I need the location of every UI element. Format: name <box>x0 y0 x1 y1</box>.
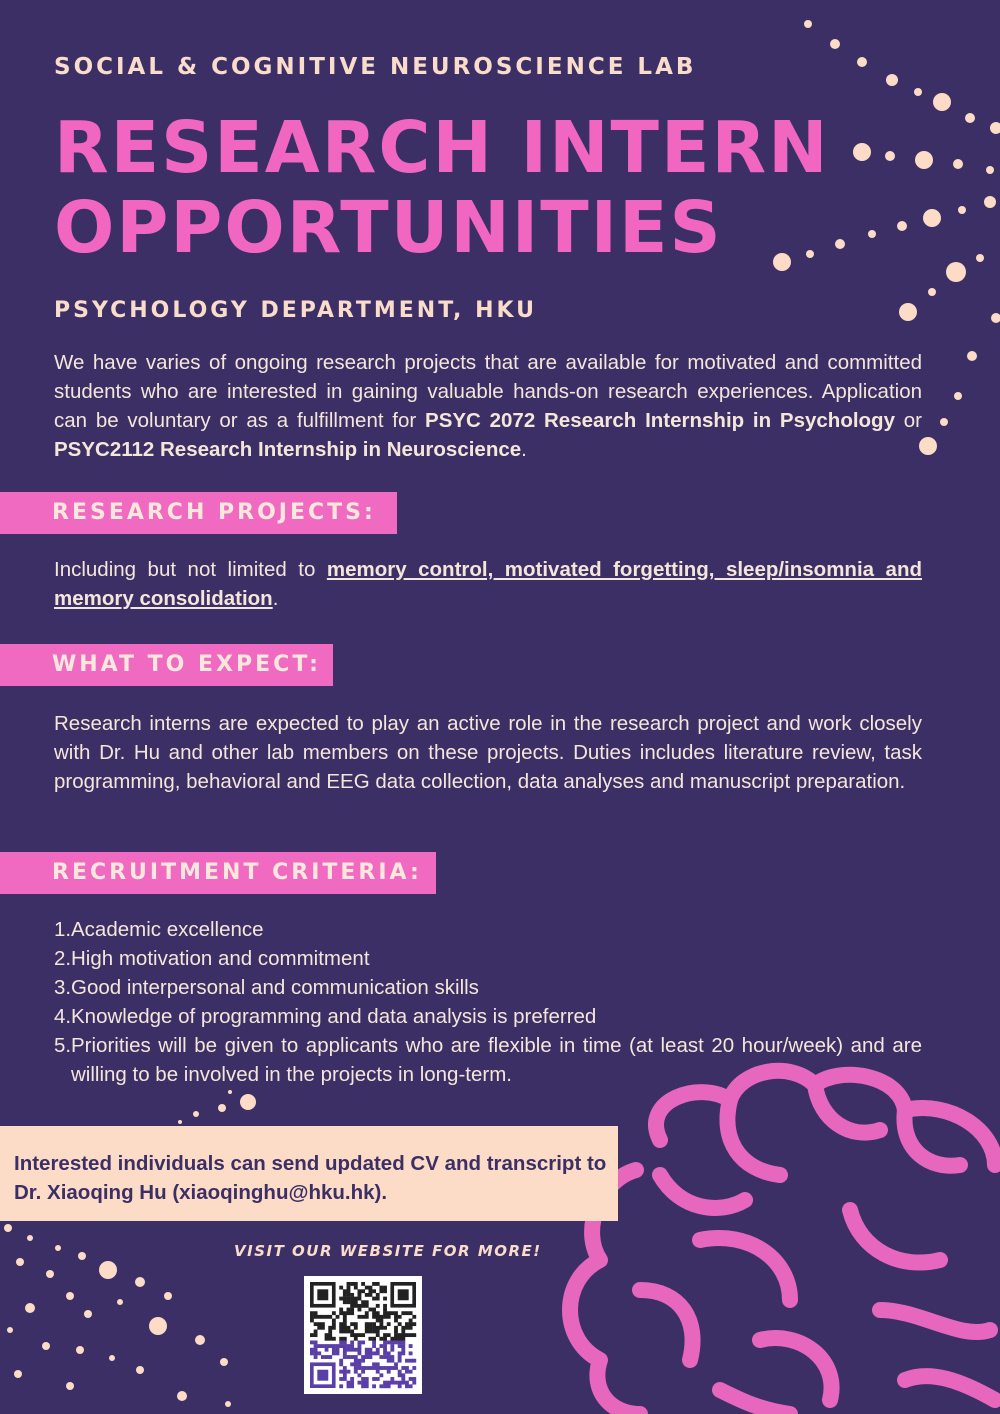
projects-end: . <box>272 587 279 610</box>
course-psyc2072: PSYC 2072 Research Internship in Psychology <box>425 409 895 432</box>
list-item: 4. Knowledge of programming and data analysis is preferred <box>54 1005 597 1028</box>
research-projects-heading: RESEARCH PROJECTS: <box>0 492 397 534</box>
list-item: 2. High motivation and commitment <box>54 947 370 970</box>
expect-paragraph: Research interns are expected to play an active role in the research project and work closely with Dr. Hu and other lab members on these projects. Duties includes literature review, task programming, behavioral and EEG data collection, data analyses and manuscript preparation. <box>54 712 922 793</box>
course-psyc2112: PSYC2112 Research Internship in Neuroscience <box>54 438 522 461</box>
intro-text: We have varies of ongoing research projects that are available for motivated and committed students who are interested in gaining valuable hands-on research experiences. Application can be voluntary or as a fulfillment for <box>54 351 922 432</box>
contact-line-1: Interested individuals can send updated CV and transcript to <box>14 1152 607 1175</box>
qr-finder <box>312 1364 334 1386</box>
qr-finder <box>392 1284 414 1306</box>
title-line-1: RESEARCH INTERN <box>54 106 830 189</box>
projects-paragraph <box>54 555 922 613</box>
list-item: 3. Good interpersonal and communication skills <box>54 976 479 999</box>
qr-code-icon[interactable] <box>304 1276 422 1394</box>
criteria-list <box>54 915 922 1089</box>
page-title <box>54 108 914 268</box>
list-item: 1. Academic excellence <box>54 918 264 941</box>
projects-topics: memory control, motivated forgetting, sleep/insomnia and memory consolidation <box>54 558 922 610</box>
website-cta: VISIT OUR WEBSITE FOR MORE! <box>234 1242 542 1260</box>
projects-lead: Including but not limited to <box>54 558 327 581</box>
contact-line-2[interactable]: Dr. Xiaoqing Hu (xiaoqinghu@hku.hk). <box>14 1181 388 1204</box>
recruitment-criteria-heading: RECRUITMENT CRITERIA: <box>0 852 436 894</box>
lab-name: SOCIAL & COGNITIVE NEUROSCIENCE LAB <box>54 54 697 80</box>
intro-or: or <box>894 409 922 432</box>
what-to-expect-heading: WHAT TO EXPECT: <box>0 644 333 686</box>
intro-end: . <box>521 438 527 461</box>
list-item: 5. Priorities will be given to applicants who are flexible in time (at least 20 hour/week) and are willing to be involved in the projects in long-term. <box>54 1034 922 1086</box>
intro-paragraph <box>54 348 922 464</box>
qr-code-graphic <box>304 1276 422 1394</box>
title-line-2: OPPORTUNITIES <box>54 186 723 269</box>
contact-box <box>0 1126 618 1221</box>
department: PSYCHOLOGY DEPARTMENT, HKU <box>54 298 538 323</box>
qr-finder <box>312 1284 334 1306</box>
